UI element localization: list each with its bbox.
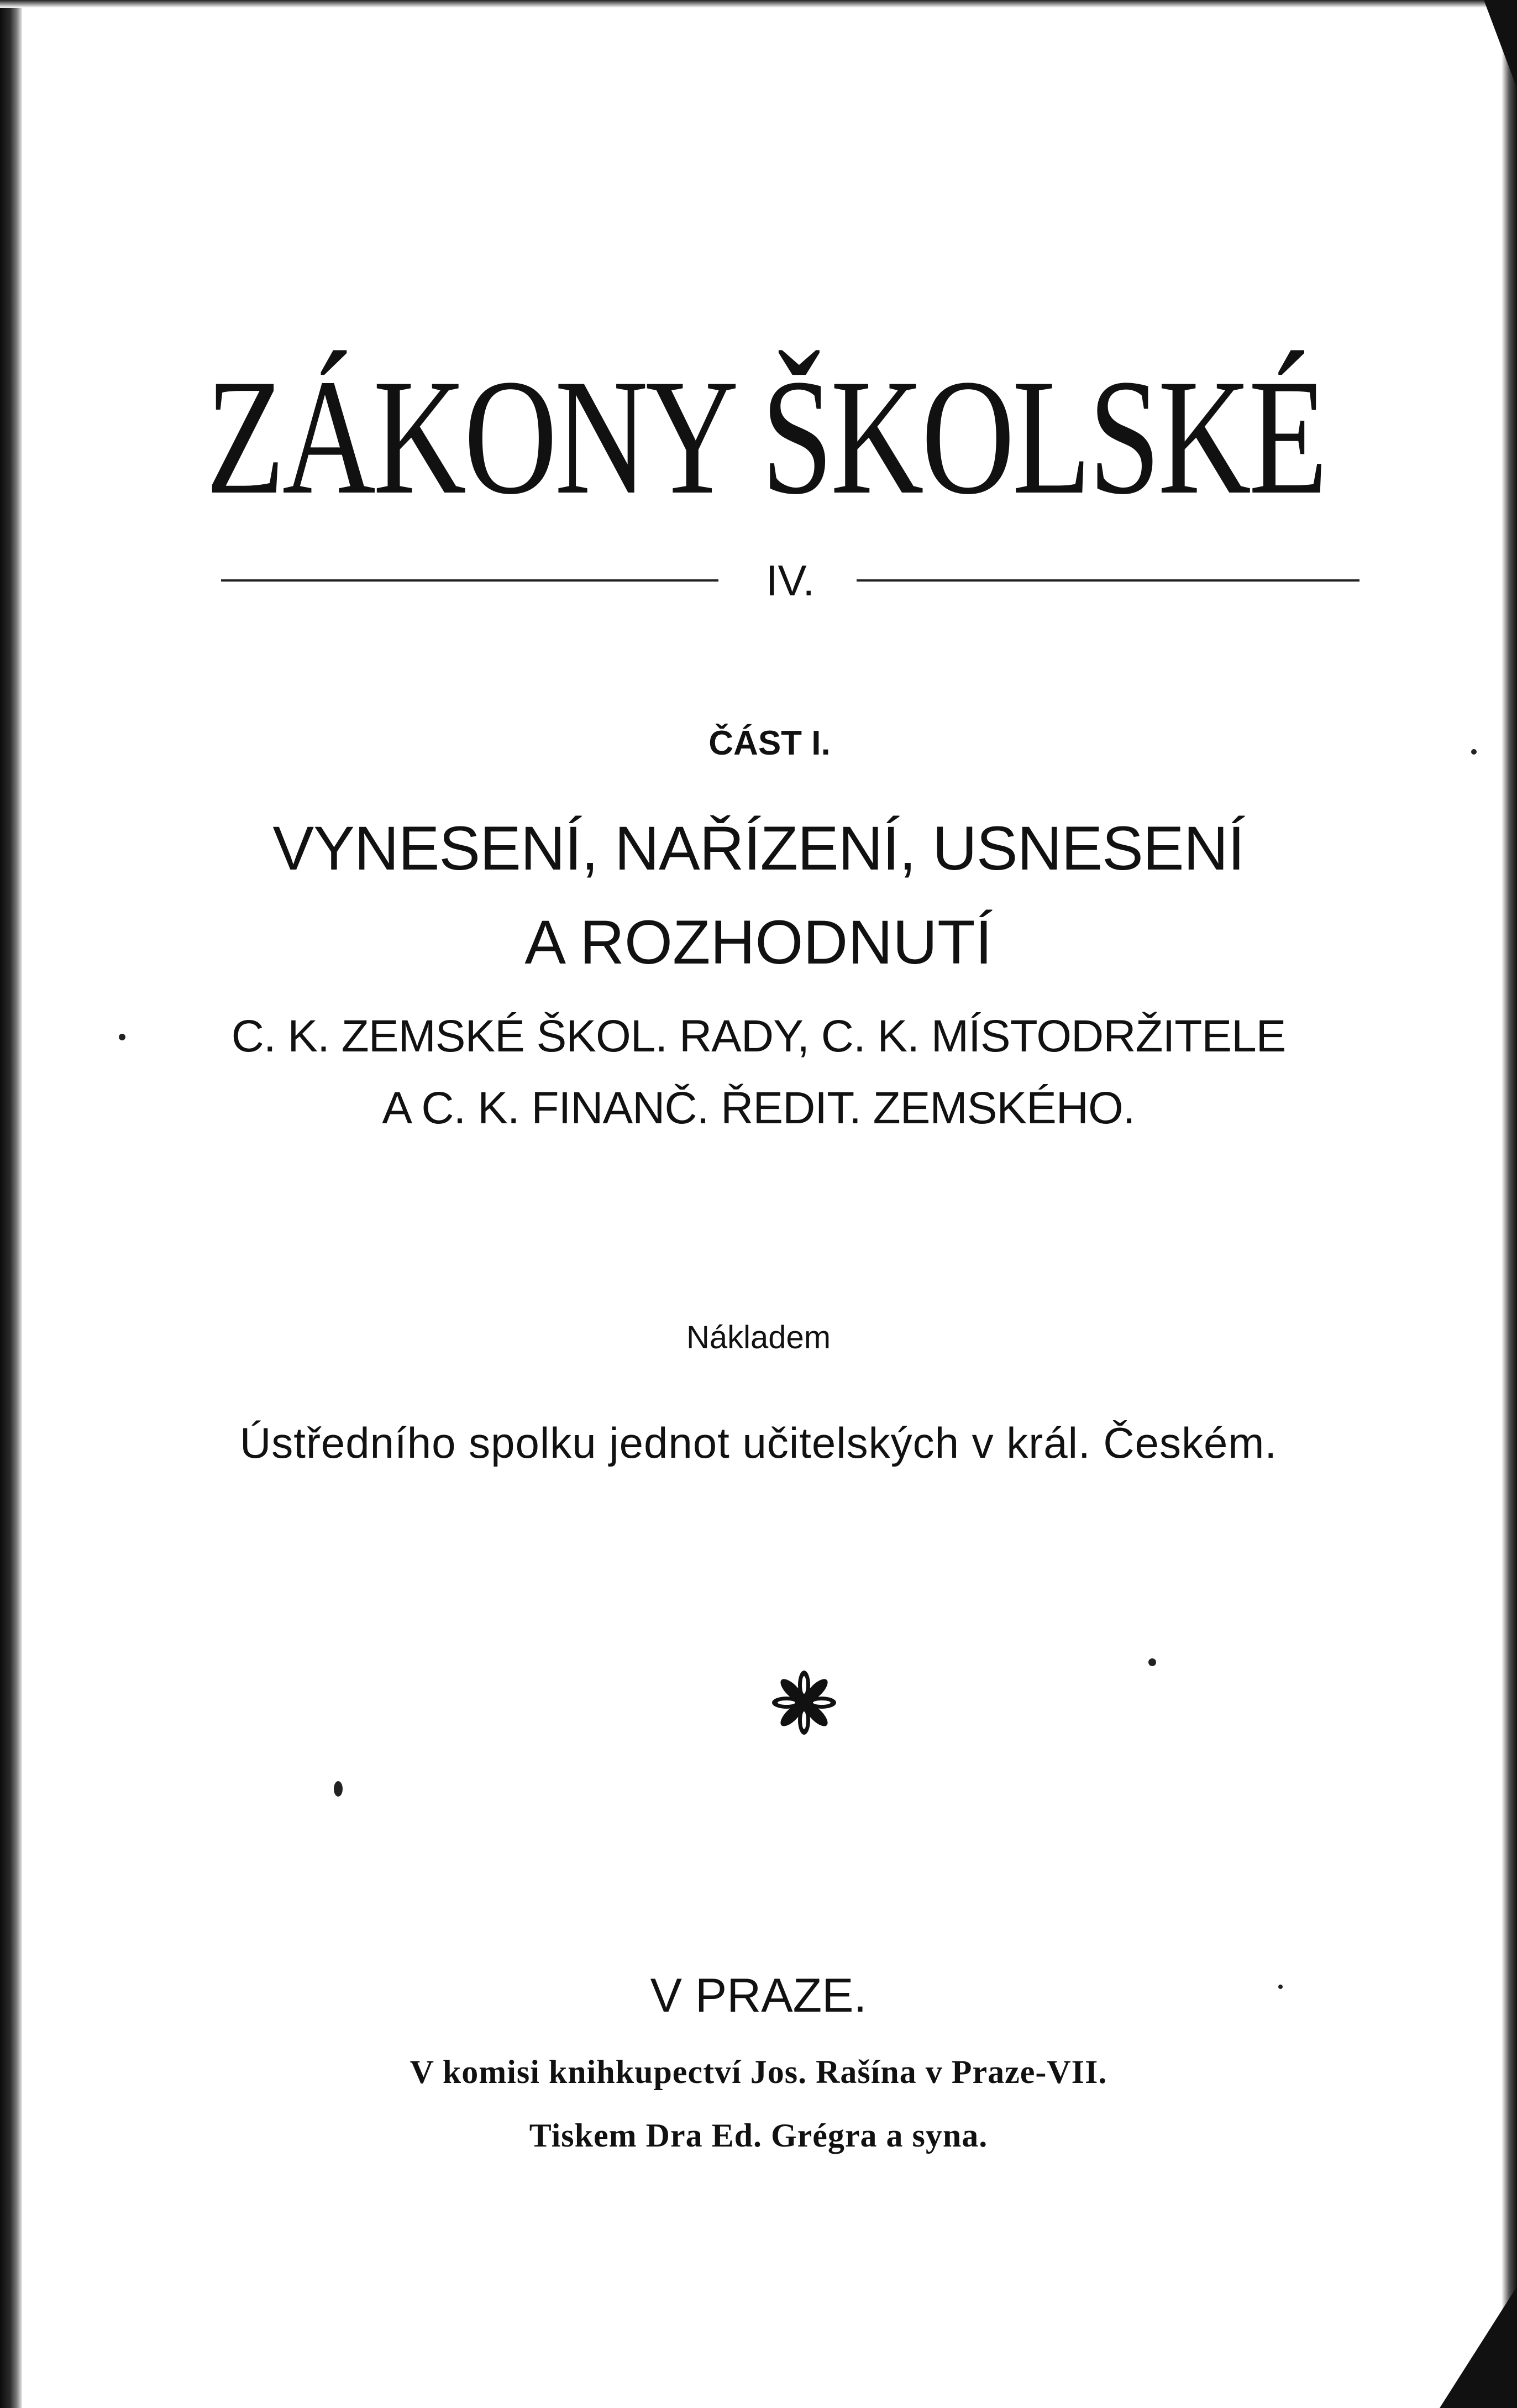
- publisher-name: Ústředního spolku jednot učitelských v král. Českém.: [239, 1418, 1278, 1467]
- scan-speck: [334, 1781, 343, 1797]
- asterisk-flower-icon: [771, 1669, 837, 1736]
- rule-left: [221, 579, 718, 582]
- heading-line-2: A ROZHODNUTÍ: [524, 908, 993, 977]
- subheading-line-1: C. K. ZEMSKÉ ŠKOL. RADY, C. K. MÍSTODRŽITELE: [231, 1011, 1286, 1061]
- part-label: ČÁST I.: [708, 724, 831, 762]
- corner-fold-top: [1484, 0, 1517, 88]
- volume-number: IV.: [765, 556, 815, 605]
- corner-fold-bottom: [1440, 2286, 1517, 2408]
- imprint-city: V PRAZE.: [650, 1969, 867, 2022]
- scan-speck: [1148, 1658, 1156, 1666]
- right-edge: [1502, 0, 1517, 2408]
- volume-row: [221, 553, 1359, 608]
- book-title: ZÁKONY ŠKOLSKÉ: [206, 345, 1325, 528]
- subheading-line-2: A C. K. FINANČ. ŘEDIT. ZEMSKÉHO.: [382, 1083, 1135, 1133]
- heading-line-1: VYNESENÍ, NAŘÍZENÍ, USNESENÍ: [272, 814, 1245, 883]
- imprint-commission: V komisi knihkupectví Jos. Rašína v Praze-VII.: [410, 2054, 1107, 2090]
- binding-edge: [0, 0, 22, 2408]
- top-edge: [0, 0, 1517, 8]
- publisher-label: Nákladem: [686, 1320, 831, 1355]
- rule-right: [857, 579, 1359, 582]
- imprint-printer: Tiskem Dra Ed. Grégra a syna.: [529, 2117, 988, 2154]
